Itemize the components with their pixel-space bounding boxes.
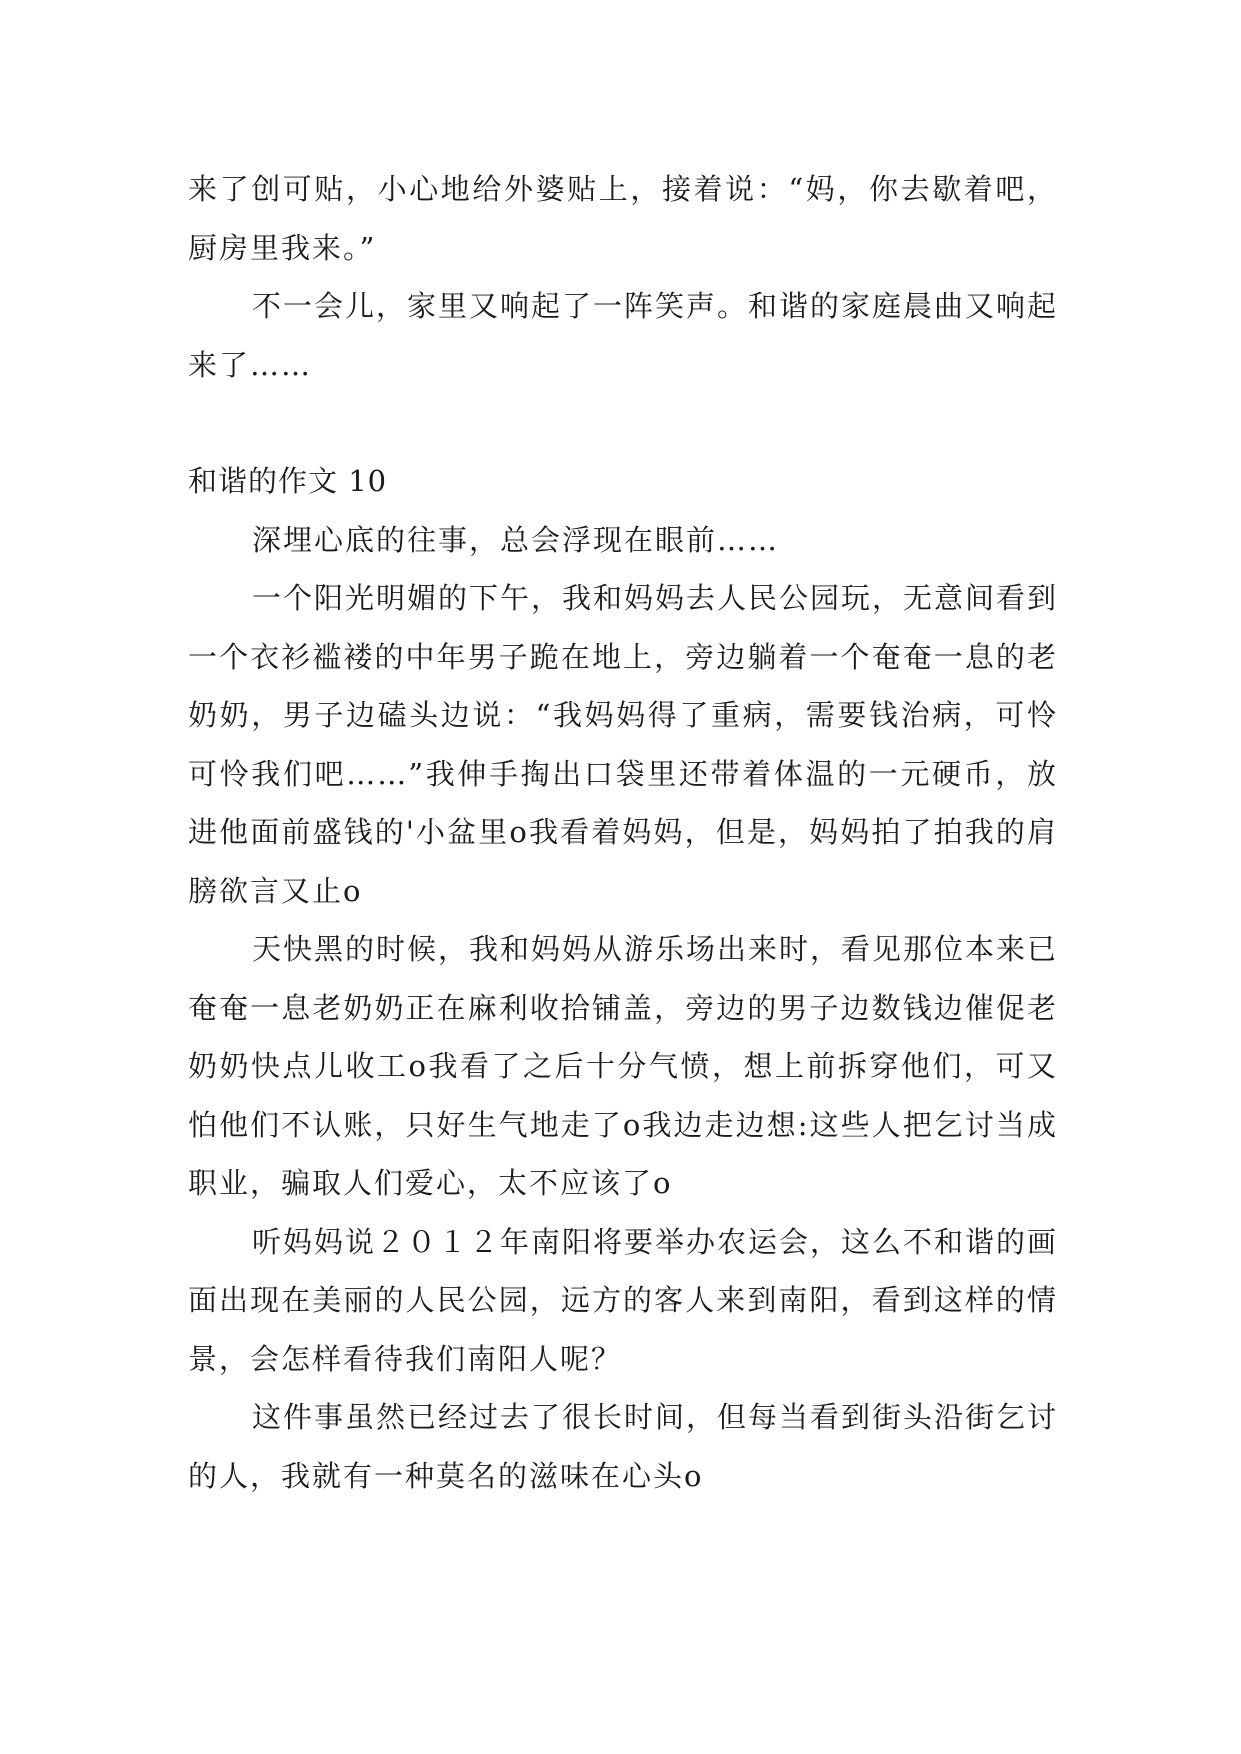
- paragraph: 听妈妈说２０１２年南阳将要举办农运会，这么不和谐的画面出现在美丽的人民公园，远方的客人来到南阳，看到这样的情景，会怎样看待我们南阳人呢？: [188, 1224, 1059, 1376]
- paragraph: 不一会儿，家里又响起了一阵笑声。和谐的家庭晨曲又响起来了……: [188, 289, 1059, 382]
- paragraph: 天快黑的时候，我和妈妈从游乐场出来时，看见那位本来已奄奄一息老奶奶正在麻利收拾铺盖，旁边的男子边数钱边催促老奶奶快点儿收工o我看了之后十分气愤，想上前拆穿他们，可又怕他们不认账，只好生气地走了o我边走边想:这些人把乞讨当成职业，骗取人们爱心，太不应该了o: [188, 932, 1059, 1200]
- paragraph: 一个阳光明媚的下午，我和妈妈去人民公园玩，无意间看到一个衣衫褴褛的中年男子跪在地上，旁边躺着一个奄奄一息的老奶奶，男子边磕头边说：“我妈妈得了重病，需要钱治病，可怜可怜我们吧……”我伸手掏出口袋里还带着体温的一元硬币，放进他面前盛钱的'小盆里o我看着妈妈，但是，妈妈拍了拍我的肩膀欲言又止o: [188, 581, 1059, 908]
- paragraph: 这件事虽然已经过去了很长时间，但每当看到街头沿街乞讨的人，我就有一种莫名的滋味在心头o: [188, 1400, 1059, 1493]
- paragraph: 深埋心底的往事，总会浮现在眼前……: [252, 522, 780, 557]
- paragraph-continued: 来了创可贴，小心地给外婆贴上，接着说：“妈，你去歇着吧，厨房里我来。”: [188, 172, 1058, 265]
- essay-heading: 和谐的作文 10: [188, 464, 388, 498]
- document-body: [188, 160, 1058, 1505]
